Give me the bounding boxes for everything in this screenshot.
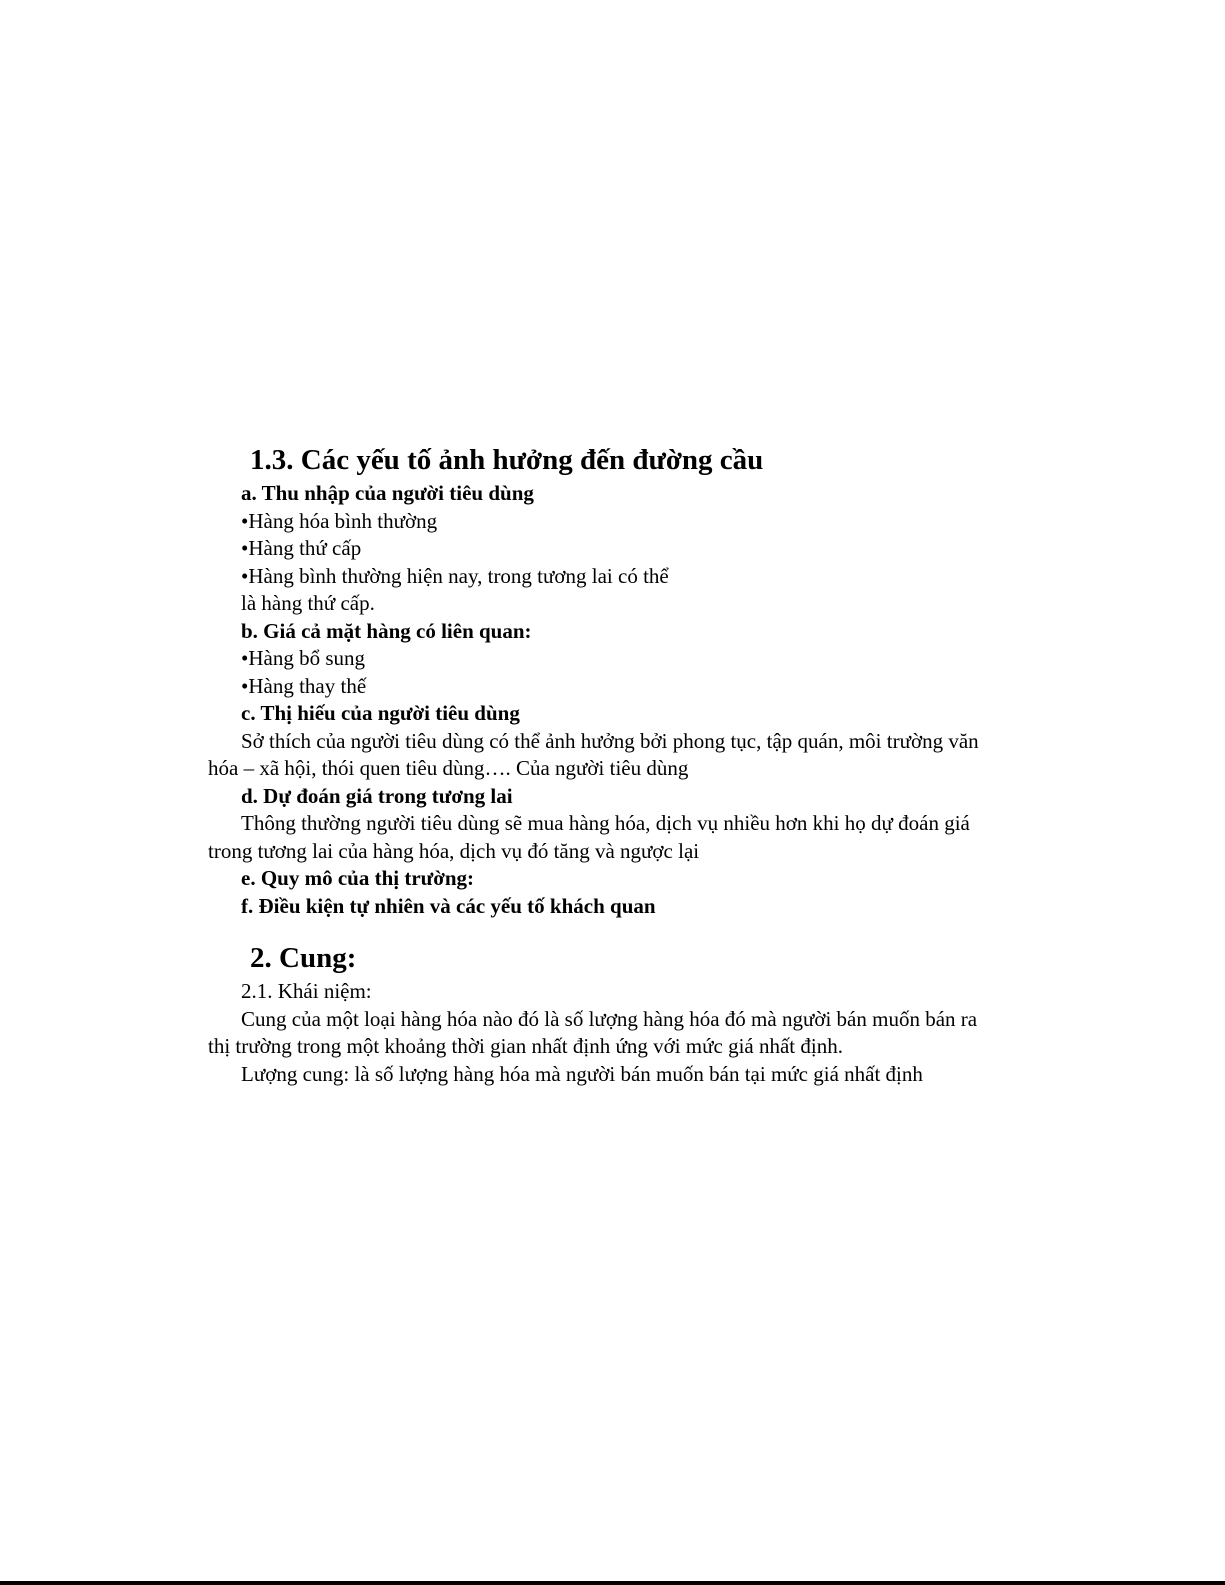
heading-consumer-taste: c. Thị hiếu của người tiêu dùng: [241, 701, 520, 725]
section-1-3-title: 1.3. Các yếu tố ảnh hưởng đến đường cầu: [250, 444, 764, 476]
page-content: [208, 440, 998, 1088]
list-item: •Hàng bổ sung: [241, 646, 366, 670]
list-item: •Hàng hóa bình thường: [241, 508, 438, 533]
paragraph-supply-definition: Cung của một loại hàng hóa nào đó là số lượng hàng hóa đó mà người bán muốn bán ra thị trường trong một khoảng thời gian nhất định ứng với mức giá nhất định.: [208, 1006, 978, 1058]
subheading-concept: 2.1. Khái niệm:: [241, 979, 372, 1003]
heading-market-size: e. Quy mô của thị trường:: [241, 866, 475, 890]
heading-price-expectation: d. Dự đoán giá trong tương lai: [241, 783, 513, 808]
paragraph-consumer-taste: Sở thích của người tiêu dùng có thể ảnh hưởng bởi phong tục, tập quán, môi trường văn hóa – xã hội, thói quen tiêu dùng…. Của người tiêu dùng: [208, 728, 979, 780]
heading-related-prices: b. Giá cả mặt hàng có liên quan:: [241, 618, 532, 643]
list-item: •Hàng thay thế: [241, 673, 367, 698]
paragraph-quantity-supplied: Lượng cung: là số lượng hàng hóa mà người bán muốn bán tại mức giá nhất định: [241, 1061, 923, 1086]
bottom-border: [0, 1581, 1225, 1585]
heading-income: a. Thu nhập của người tiêu dùng: [241, 481, 534, 505]
list-item: •Hàng bình thường hiện nay, trong tương lai có thể: [241, 563, 669, 588]
heading-natural-conditions: f. Điều kiện tự nhiên và các yếu tố khách quan: [241, 893, 656, 918]
list-item-continuation: là hàng thứ cấp.: [241, 591, 375, 615]
list-item: •Hàng thứ cấp: [241, 536, 362, 560]
section-2-title: 2. Cung:: [250, 942, 357, 974]
paragraph-price-expectation: Thông thường người tiêu dùng sẽ mua hàng hóa, dịch vụ nhiều hơn khi họ dự đoán giá trong tương lai của hàng hóa, dịch vụ đó tăng và ngược lại: [208, 811, 970, 863]
